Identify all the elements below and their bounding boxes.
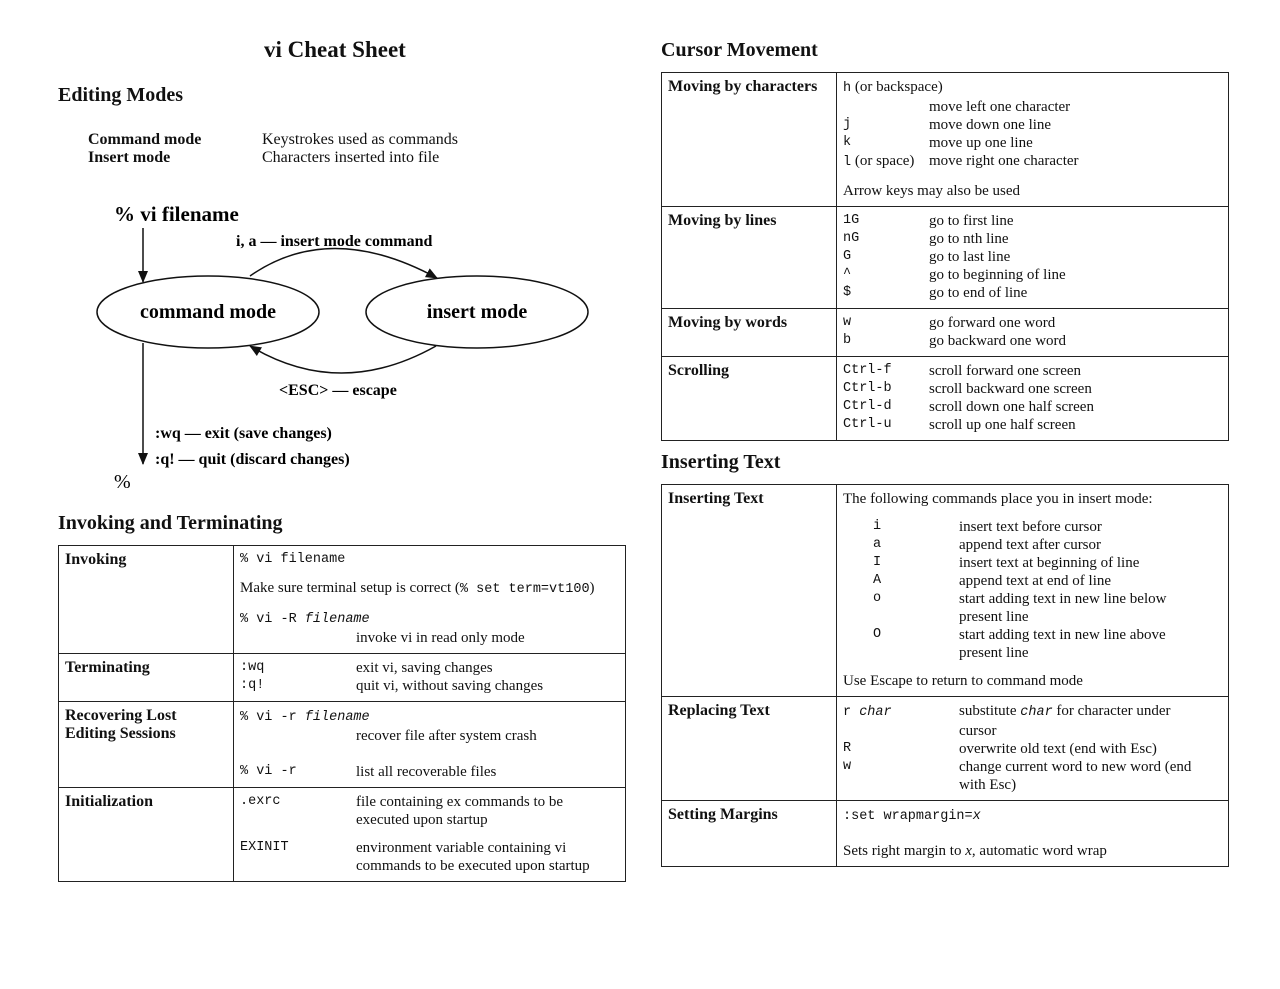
scroll-label: Scrolling xyxy=(662,357,837,441)
editing-modes-heading: Editing Modes xyxy=(58,84,184,106)
cmd-row: i insert text before cursor xyxy=(873,519,1102,535)
cmd-row: ^ go to beginning of line xyxy=(843,267,1066,283)
cmd-row: Ctrl-u scroll up one half screen xyxy=(843,417,1076,433)
recovering-cell xyxy=(234,702,626,788)
inserting-heading: Inserting Text xyxy=(661,451,781,473)
cmd-row: Ctrl-b scroll backward one screen xyxy=(843,381,1092,397)
note: Arrow keys may also be used xyxy=(843,183,1021,199)
table-row xyxy=(59,546,626,654)
invoking-cell xyxy=(234,546,626,654)
desc: invoke vi in read only mode xyxy=(356,630,525,646)
escape-arrow xyxy=(250,346,436,373)
cmd-row: b go backward one word xyxy=(843,333,1067,349)
cmd-row: o start adding text in new line below present line xyxy=(873,591,1167,625)
chars-label: Moving by characters xyxy=(662,73,837,207)
page-title: vi Cheat Sheet xyxy=(264,37,406,62)
diagram-escape-label: <ESC> — escape xyxy=(279,382,397,399)
cmd-row: EXINIT environment variable containing vi commands to be executed upon startup xyxy=(240,840,590,874)
cmd-row: Ctrl-f scroll forward one screen xyxy=(843,363,1082,379)
diagram-exit-save-label: :wq — exit (save changes) xyxy=(155,425,332,442)
cmd: :set wrapmargin=x xyxy=(843,809,981,824)
cmd-row: nG go to nth line xyxy=(843,231,1009,247)
cmd: % vi -r filename xyxy=(240,710,370,725)
replace-cell xyxy=(837,697,1229,801)
insert-arrow xyxy=(250,248,437,278)
diagram-quit-discard-label: :q! — quit (discard changes) xyxy=(155,451,350,468)
cmd-row: A append text at end of line xyxy=(873,573,1112,589)
diagram-end-label: % xyxy=(114,471,131,493)
lines-cell xyxy=(837,207,1229,309)
words-cell xyxy=(837,309,1229,357)
table-row xyxy=(59,788,626,882)
cursor-table xyxy=(661,72,1229,441)
recovering-label: Recovering Lost Editing Sessions xyxy=(59,702,234,788)
desc: move left one character xyxy=(929,99,1071,115)
lines-label: Moving by lines xyxy=(662,207,837,309)
desc: recover file after system crash xyxy=(356,728,537,744)
replace-label: Replacing Text xyxy=(662,697,837,801)
chars-cell xyxy=(837,73,1229,207)
invoking-heading: Invoking and Terminating xyxy=(58,512,283,534)
diagram-insert-mode-label: insert mode xyxy=(426,301,528,323)
margins-cell xyxy=(837,801,1229,867)
cmd-row: $ go to end of line xyxy=(843,285,1028,301)
cmd-row: :wq exit vi, saving changes xyxy=(240,660,493,676)
cmd-row: k move up one line xyxy=(843,135,1033,151)
mode-desc: Characters inserted into file xyxy=(262,149,440,166)
cmd: h (or backspace) xyxy=(843,79,943,96)
cmd-row: :q! quit vi, without saving changes xyxy=(240,678,544,694)
diagram-insert-cmd-label: i, a — insert mode command xyxy=(236,233,433,250)
cmd-row: 1G go to first line xyxy=(843,213,1014,229)
cmd-row: l (or space) move right one character xyxy=(843,153,1079,170)
words-label: Moving by words xyxy=(662,309,837,357)
insert-list xyxy=(843,518,1222,662)
insert-label: Inserting Text xyxy=(662,485,837,697)
diagram-command-mode-label: command mode xyxy=(139,301,277,323)
diagram-start-label: % vi filename xyxy=(114,202,239,226)
table-row xyxy=(662,485,1229,697)
table-row xyxy=(59,654,626,702)
cmd: % vi filename xyxy=(240,552,346,567)
invoking-label: Invoking xyxy=(59,546,234,654)
note: Make sure terminal setup is correct (% set term=vt100) xyxy=(240,580,595,597)
cmd-row: j move down one line xyxy=(843,117,1052,133)
terminating-label: Terminating xyxy=(59,654,234,702)
invoking-table xyxy=(58,545,626,882)
mode-label: Command mode xyxy=(88,131,202,148)
table-row xyxy=(59,702,626,788)
table-row xyxy=(662,73,1229,207)
cmd-row: G go to last line xyxy=(843,249,1011,265)
cmd-row: % vi -r list all recoverable files xyxy=(240,764,497,780)
terminating-cell xyxy=(234,654,626,702)
cmd-row: R overwrite old text (end with Esc) xyxy=(843,741,1157,757)
note: Sets right margin to x, automatic word wrap xyxy=(843,843,1107,859)
initialization-cell xyxy=(234,788,626,882)
table-row xyxy=(662,357,1229,441)
insert-cell xyxy=(837,485,1229,697)
initialization-label: Initialization xyxy=(59,788,234,882)
note: The following commands place you in insert mode: xyxy=(843,491,1153,507)
cmd-row: Ctrl-d scroll down one half screen xyxy=(843,399,1094,415)
cmd-row: a append text after cursor xyxy=(873,537,1102,553)
note: Use Escape to return to command mode xyxy=(843,673,1083,689)
mode-diagram xyxy=(0,0,640,500)
cmd-row: .exrc file containing ex commands to be executed upon startup xyxy=(240,794,564,828)
inserting-table xyxy=(661,484,1229,867)
cmd-row: O start adding text in new line above present line xyxy=(873,627,1166,661)
margins-label: Setting Margins xyxy=(662,801,837,867)
table-row xyxy=(662,801,1229,867)
cmd-row: I insert text at beginning of line xyxy=(873,555,1140,571)
mode-desc: Keystrokes used as commands xyxy=(262,131,458,148)
table-row xyxy=(662,309,1229,357)
mode-label: Insert mode xyxy=(88,149,171,166)
cmd-row: r char substitute char for character under cursor xyxy=(843,703,1171,739)
table-row xyxy=(662,697,1229,801)
scroll-cell xyxy=(837,357,1229,441)
cmd-row: w go forward one word xyxy=(843,315,1056,331)
cursor-heading: Cursor Movement xyxy=(661,39,818,61)
table-row xyxy=(662,207,1229,309)
cmd: % vi -R filename xyxy=(240,612,370,627)
cmd-row: w change current word to new word (end with Esc) xyxy=(843,759,1192,793)
